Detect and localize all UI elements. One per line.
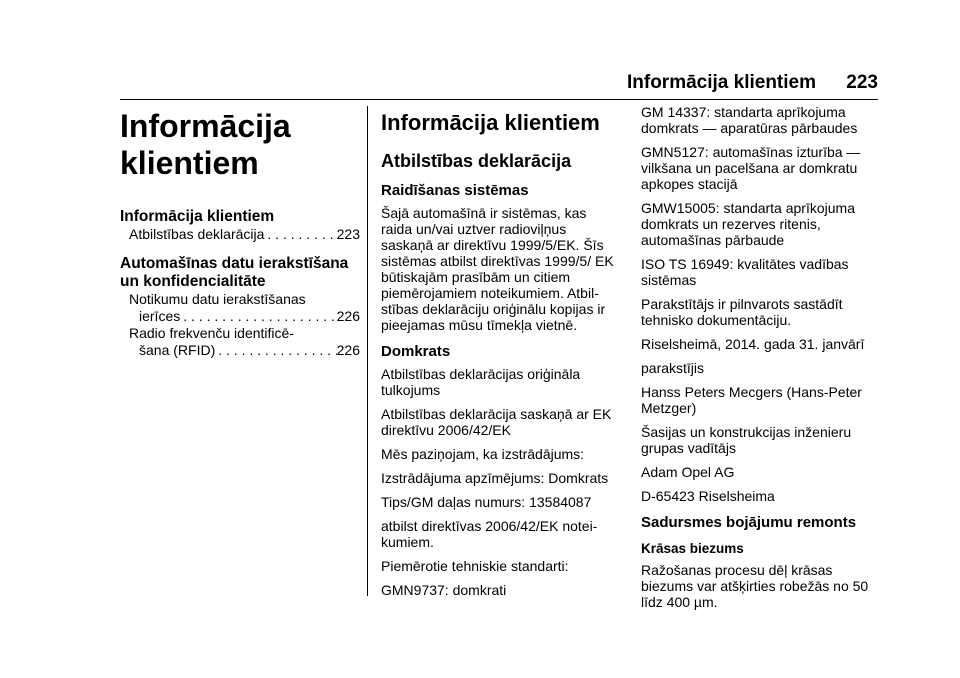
toc-section-heading-line1: Automašīnas datu ierakstīšana — [120, 255, 349, 272]
toc-entry-event-data-recorders[interactable] — [120, 308, 360, 325]
toc-entry-page: 226 — [336, 308, 360, 324]
paragraph: Izstrādājuma apzīmējums: Domkrats — [381, 470, 609, 486]
heading-radio-systems: Raidīšanas sistēmas — [381, 182, 529, 199]
paragraph: parakstījis — [641, 360, 705, 376]
paragraph: Tips/GM daļas numurs: 13584087 — [381, 494, 592, 510]
chapter-title-line1: Informācija — [120, 108, 291, 144]
toc-entry-rfid[interactable] — [120, 342, 360, 359]
toc-entry-label: ierīces — [139, 308, 181, 324]
toc-entry-label: šana (RFID) — [139, 342, 216, 358]
heading-collision-repairs: Sadursmes bojājumu remonts — [641, 514, 857, 531]
content-column-3 — [641, 104, 881, 610]
paragraph: Piemērotie tehniskie standarti: — [381, 558, 569, 574]
toc-leader-dots — [264, 226, 336, 243]
paragraph: Mēs paziņojam, ka izstrādājums: — [381, 446, 585, 462]
paragraph: Riselsheimā, 2014. gada 31. janvārī — [641, 336, 865, 352]
paragraph: atbilst direktīvas 2006/42/EK notei-kumiem. — [381, 518, 598, 550]
paragraph: D-65423 Riselsheima — [641, 488, 775, 504]
paragraph: GMN5127: automašīnas izturība — vilkšana un pacelšana ar domkratu apkopes stacijā — [641, 144, 861, 192]
toc-entry-page: 223 — [336, 226, 360, 242]
toc-entry-label-line1[interactable]: Notikumu datu ierakstīšanas — [129, 291, 306, 307]
toc-leader-dots — [180, 308, 336, 325]
section-title: Informācija klientiem — [381, 110, 600, 135]
toc-section-heading — [120, 255, 360, 291]
chapter-toc — [120, 104, 360, 359]
paragraph: GMW15005: standarta aprīkojuma domkrats un rezerves ritenis, automašīnas pārbaude — [641, 200, 855, 248]
heading-jack: Domkrats — [381, 343, 451, 360]
toc-section-heading-line2: un konfidencialitāte — [120, 273, 266, 290]
toc-entry-declaration[interactable] — [120, 226, 360, 243]
toc-leader-dots — [215, 342, 336, 359]
toc-entry-label-line1[interactable]: Radio frekvenču identificē- — [129, 325, 294, 341]
toc-entry-page: 226 — [336, 342, 360, 358]
running-header-title: Informācija klientiem — [626, 72, 816, 93]
page-number: 223 — [846, 72, 878, 93]
paragraph: Parakstītājs ir pilnvarots sastādīt tehnisko dokumentāciju. — [641, 296, 843, 328]
paragraph: ISO TS 16949: kvalitātes vadības sistēmas — [641, 256, 849, 288]
header-rule — [120, 99, 878, 100]
content-column-2 — [381, 104, 621, 598]
column-divider — [367, 106, 368, 596]
paragraph-paint-thickness: Ražošanas procesu dēļ krāsas biezums var atšķirties robežās no 50 līdz 400 µm. — [641, 562, 869, 610]
chapter-title — [120, 108, 360, 182]
paragraph: Šasijas un konstrukcijas inženieru grupas vadītājs — [641, 424, 852, 456]
paragraph: GM 14337: standarta aprīkojuma domkrats — aparatūras pārbaudes — [641, 104, 858, 136]
paragraph: Atbilstības deklarācija saskaņā ar EK direktīvu 2006/42/EK — [381, 406, 612, 438]
toc-entry-label: Atbilstības deklarācija — [129, 226, 265, 242]
toc-section-heading: Informācija klientiem — [120, 208, 275, 225]
subsection-title-declaration: Atbilstības deklarācija — [381, 151, 572, 171]
paragraph-radio-systems: Šajā automašīnā ir sistēmas, kas raida un/vai uztver radioviļņus saskaņā ar direktīvu 1999/5/EK. Šīs sistēmas atbilst direktīvas 1999/5/ EK būtiskajām prasībām un citiem piemērojamiem noteikumiem. Atbil-stības deklarāciju oriģinālu kopijas ir pieejamas mūsu tīmekļa vietnē. — [381, 205, 614, 333]
paragraph: Adam Opel AG — [641, 464, 735, 480]
chapter-title-line2: klientiem — [120, 145, 259, 181]
paragraph: GMN9737: domkrati — [381, 582, 507, 598]
heading-paint-thickness: Krāsas biezums — [641, 541, 744, 556]
paragraph: Hanss Peters Mecgers (Hans-Peter Metzger) — [641, 384, 862, 416]
paragraph: Atbilstības deklarācijas oriģināla tulkojums — [381, 366, 581, 398]
